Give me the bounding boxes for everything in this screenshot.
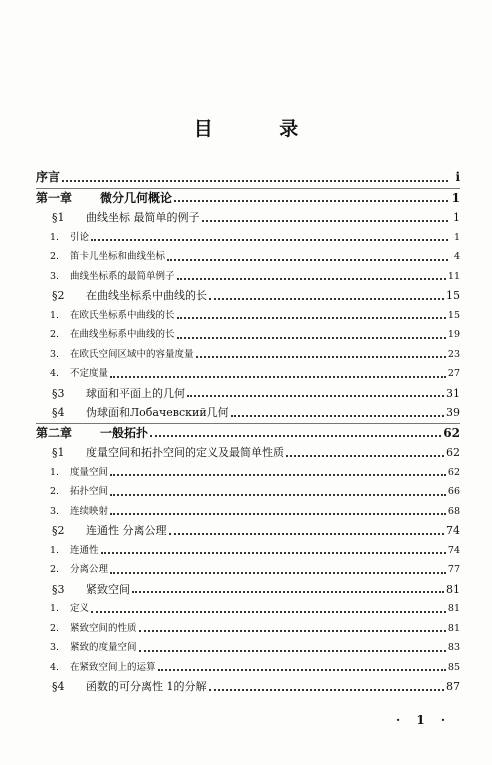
toc-entry-number: 2. [50,251,60,262]
toc-section-row [36,208,460,228]
toc-section-row [36,580,460,600]
toc-entry-number: 4. [50,661,60,673]
toc-entry-page: 15 [446,289,460,302]
toc-entry-number: 1. [50,603,60,614]
toc-entry-page: i [455,170,460,184]
toc-entry-number: 1. [50,466,60,478]
toc-entry-label: 定义 [70,603,90,614]
dot-leader [110,474,446,476]
toc-entry-label: 函数的可分离性 1的分解 [86,680,207,693]
toc-entry-label: 在曲线坐标系中曲线的长 [86,289,207,302]
toc-item-row [36,228,460,248]
toc-item-row [36,306,460,326]
toc-entry-page: 15 [447,309,460,321]
toc-entry-number: 4. [50,368,60,379]
toc-section-row [36,521,460,541]
toc-chapter-row [36,424,460,444]
dot-leader [196,356,446,358]
toc-entry-number: 第二章 [36,425,73,440]
toc-entry-number: 2. [50,486,60,497]
dot-leader [110,494,446,496]
toc-entry-number: §2 [52,289,65,302]
toc-entry-number: 第一章 [36,190,73,205]
dot-leader [187,395,444,397]
toc-entry-number: 1. [50,309,60,321]
page-number: · 1 · [396,713,452,727]
toc-entry-page: 83 [447,642,460,653]
toc-entry-page: 62 [447,466,460,478]
toc-entry-page: 62 [446,446,460,459]
toc-entry-label: 曲线坐标系的最简单例子 [70,270,175,282]
toc-chapter-row [36,189,460,209]
toc-entry-page: 1 [451,190,460,205]
toc-entry-page: 66 [447,486,460,497]
toc-entry-number: 1. [50,544,60,556]
toc-entry-page: 23 [447,348,460,360]
toc-entry-page: 39 [446,406,460,419]
toc-entry-label: 一般拓扑 [100,425,149,440]
toc-entry-page: 1 [453,211,460,224]
toc-entry-label: 在欧氏空间区域中的容量度量 [70,348,194,360]
toc-entry-label: 紧致的度量空间 [70,642,137,653]
toc-entry-page: 74 [447,544,460,556]
toc-entry-page: 85 [447,661,460,673]
toc-entry-label: 球面和平面上的几何 [86,386,185,400]
toc-item-row [36,345,460,365]
toc-entry-label: 序言 [36,170,61,184]
dot-leader [158,669,446,671]
toc-item-row [36,619,460,639]
toc-item-row [36,463,460,483]
toc-entry-label: 分离公理 [70,564,109,575]
toc-entry-page: 81 [447,603,460,614]
dot-leader [174,200,448,202]
toc-entry-page: 81 [447,622,460,634]
toc-entry-page: 31 [446,386,460,400]
toc-item-row [36,541,460,561]
toc-entry-label: 连通性 [70,544,99,556]
toc-entry-page: 68 [447,505,460,517]
dot-leader [177,278,446,280]
toc-entry-label: 引论 [70,231,90,243]
toc-entry-number: §2 [52,524,65,537]
toc-entry-label: 度量空间 [70,466,109,478]
toc-entry-page: 77 [447,564,460,575]
toc-entry-number: §1 [52,446,65,459]
toc-entry-page: 4 [453,251,460,262]
toc-entry-number: 2. [50,329,60,340]
toc-item-row [36,638,460,658]
dot-leader [169,533,445,535]
toc-entry-number: §3 [52,582,65,596]
toc-item-row [36,482,460,502]
dot-leader [132,591,444,593]
toc-section-row [36,403,460,423]
dot-leader [91,239,448,241]
toc-entry-label: 微分几何概论 [100,190,173,205]
dot-leader [62,180,448,182]
toc-entry-number: §4 [52,406,65,419]
toc-entry-page: 87 [446,680,460,693]
toc-entry-label: 曲线坐标 最简单的例子 [86,211,200,224]
dot-leader [209,298,444,300]
dot-leader [139,650,446,652]
toc-entry-label: 紧致空间 [86,582,130,596]
toc-section-row [36,384,460,404]
toc-entry-number: §3 [52,386,65,400]
toc-entry-label: 拓扑空间 [70,486,109,497]
dot-leader [110,376,446,378]
toc-entry-page: 81 [446,582,460,596]
toc-preface-row [36,168,460,188]
toc-item-row [36,658,460,678]
toc-entry-page: 62 [443,425,460,440]
toc-section-row [36,677,460,697]
dot-leader [101,552,446,554]
dot-leader [177,337,446,339]
toc-entry-label: 不定度量 [70,368,109,379]
toc-item-row [36,502,460,522]
page-title: 目 录 [193,118,329,140]
toc-entry-number: 3. [50,505,60,517]
toc-entry-number: 1. [50,231,60,243]
toc-entry-label: 连续映射 [70,505,109,517]
toc-item-row [36,325,460,345]
toc-entry-label: 伪球面和Лобачевский几何 [86,406,229,419]
dot-leader [231,415,444,417]
toc-item-row [36,364,460,384]
dot-leader [110,513,446,515]
toc-item-row [36,247,460,267]
toc-entry-label: 连通性 分离公理 [86,524,167,537]
table-of-contents [36,168,460,697]
dot-leader [177,317,446,319]
toc-item-row [36,560,460,580]
toc-entry-label: 度量空间和拓扑空间的定义及最简单性质 [86,446,284,459]
toc-section-row [36,443,460,463]
toc-entry-page: 1 [453,231,460,243]
dot-leader [167,259,448,261]
toc-section-row [36,286,460,306]
dot-leader [139,630,446,632]
toc-entry-number: 2. [50,622,60,634]
toc-entry-label: 在欧氏坐标系中曲线的长 [70,309,175,321]
toc-entry-page: 11 [447,270,460,282]
toc-item-row [36,599,460,619]
dot-leader [150,435,441,437]
toc-entry-number: 3. [50,348,60,360]
dot-leader [110,572,446,574]
dot-leader [286,455,444,457]
toc-entry-page: 27 [447,368,460,379]
toc-entry-page: 19 [447,329,460,340]
toc-entry-number: 2. [50,564,60,575]
dot-leader [202,220,449,222]
toc-entry-number: 3. [50,270,60,282]
toc-entry-label: 紧致空间的性质 [70,622,137,634]
toc-entry-number: §1 [52,211,65,224]
toc-entry-label: 在曲线坐标系中曲线的长 [70,329,175,340]
toc-entry-page: 74 [446,524,460,537]
toc-entry-label: 笛卡儿坐标和曲线坐标 [70,251,166,262]
toc-entry-number: 3. [50,642,60,653]
toc-entry-label: 在紧致空间上的运算 [70,661,156,673]
toc-item-row [36,267,460,287]
dot-leader [209,689,445,691]
dot-leader [91,611,446,613]
toc-entry-number: §4 [52,680,65,693]
